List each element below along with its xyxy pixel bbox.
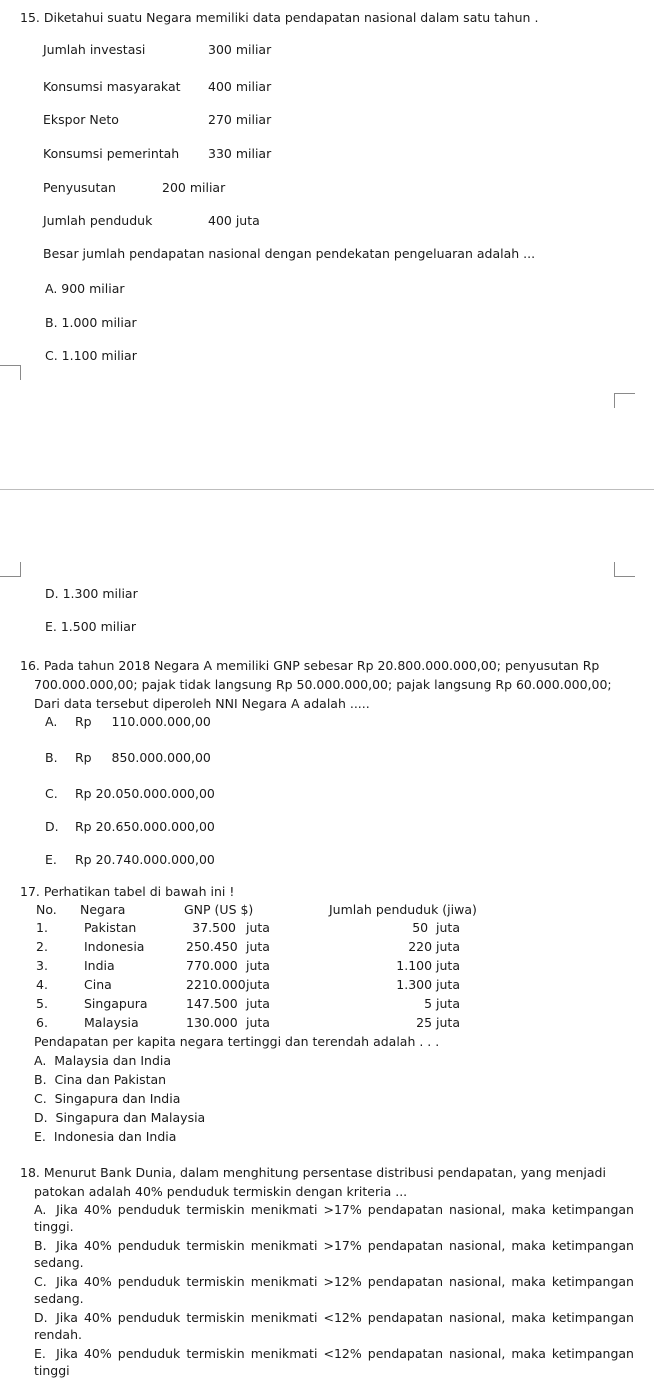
- q17-cell-no: 1.: [36, 920, 48, 935]
- q18-option-text: Jika 40% penduduk termiskin menikmati >12% pendapatan nasional, maka ketimpangan sedang.: [34, 1274, 634, 1306]
- q17-cell-negara: Malaysia: [84, 1015, 139, 1030]
- q16-option-a-value[interactable]: Rp 110.000.000,00: [75, 714, 211, 729]
- q17-cell-gnp: 250.450: [186, 939, 238, 954]
- q17-cell-pop: 1.100 juta: [396, 958, 460, 973]
- q16-option-a-label[interactable]: A.: [45, 714, 58, 729]
- q17-cell-pop: 1.300 juta: [396, 977, 460, 992]
- q16-option-e-value[interactable]: Rp 20.740.000.000,00: [75, 852, 215, 867]
- q15-row-value: 330 miliar: [208, 146, 272, 161]
- q16-option-e-label[interactable]: E.: [45, 852, 57, 867]
- q17-cell-unit: juta: [246, 920, 270, 935]
- q15-row-value: 300 miliar: [208, 42, 272, 57]
- q15-option-a[interactable]: A. 900 miliar: [45, 281, 125, 296]
- q17-option-a[interactable]: A. Malaysia dan India: [34, 1053, 172, 1068]
- q15-row-label: Penyusutan: [43, 180, 116, 195]
- q15-question: Besar jumlah pendapatan nasional dengan pendekatan pengeluaran adalah ...: [43, 246, 536, 261]
- q16-stem-line: 700.000.000,00; pajak tidak langsung Rp 50.000.000,00; pajak langsung Rp 60.000.000,00;: [34, 677, 612, 692]
- q17-cell-gnp: 37.500: [192, 920, 236, 935]
- q17-cell-no: 5.: [36, 996, 48, 1011]
- q18-option-label: B.: [34, 1238, 47, 1253]
- q15-row-value: 400 juta: [208, 213, 260, 228]
- q18-option-text: Jika 40% penduduk termiskin menikmati >17% pendapatan nasional, maka ketimpangan tinggi.: [34, 1202, 634, 1234]
- q16-stem-line: Dari data tersebut diperoleh NNI Negara A adalah .....: [34, 696, 370, 711]
- q18-option-label: E.: [34, 1346, 46, 1361]
- q17-cell-negara: Indonesia: [84, 939, 145, 954]
- q17-cell-unit: juta: [246, 1015, 270, 1030]
- q17-stem: 17. Perhatikan tabel di bawah ini !: [20, 884, 235, 899]
- q17-cell-unit: juta: [246, 996, 270, 1011]
- q17-header-pop: Jumlah penduduk (jiwa): [329, 902, 477, 917]
- q18-option-text: Jika 40% penduduk termiskin menikmati >17% pendapatan nasional, maka ketimpangan sedang.: [34, 1238, 634, 1270]
- q17-cell-no: 3.: [36, 958, 48, 973]
- q18-option-label: D.: [34, 1310, 48, 1325]
- q17-header-gnp: GNP (US $): [184, 902, 254, 917]
- q15-row-label: Konsumsi masyarakat: [43, 79, 181, 94]
- q16-option-c-value[interactable]: Rp 20.050.000.000,00: [75, 786, 215, 801]
- q17-cell-no: 4.: [36, 977, 48, 992]
- q16-option-b-value[interactable]: Rp 850.000.000,00: [75, 750, 211, 765]
- q17-cell-no: 2.: [36, 939, 48, 954]
- q17-cell-negara: Pakistan: [84, 920, 137, 935]
- q18-option-text: Jika 40% penduduk termiskin menikmati <12% pendapatan nasional, maka ketimpangan tinggi: [34, 1346, 634, 1378]
- q17-header-no: No.: [36, 902, 57, 917]
- q17-cell-gnp: 2210.000: [186, 977, 246, 992]
- q16-option-b-label[interactable]: B.: [45, 750, 58, 765]
- q15-row-label: Konsumsi pemerintah: [43, 146, 180, 161]
- q15-row-label: Ekspor Neto: [43, 112, 119, 127]
- q18-option-c[interactable]: [34, 1273, 634, 1307]
- q16-option-d-value[interactable]: Rp 20.650.000.000,00: [75, 819, 215, 834]
- q15-option-c[interactable]: C. 1.100 miliar: [45, 348, 137, 363]
- q16-stem-line: 16. Pada tahun 2018 Negara A memiliki GNP sebesar Rp 20.800.000.000,00; penyusutan Rp: [20, 658, 600, 673]
- q17-cell-unit: juta: [246, 958, 270, 973]
- q17-option-b[interactable]: B. Cina dan Pakistan: [34, 1072, 167, 1087]
- q17-cell-negara: India: [84, 958, 115, 973]
- q17-cell-gnp: 130.000: [186, 1015, 238, 1030]
- q15-row-value: 400 miliar: [208, 79, 272, 94]
- q17-cell-pop: 220 juta: [408, 939, 460, 954]
- q18-stem-line: patokan adalah 40% penduduk termiskin dengan kriteria ...: [34, 1184, 408, 1199]
- page-corner-mark: [0, 365, 21, 380]
- q17-cell-unit: juta: [246, 939, 270, 954]
- q17-option-c[interactable]: C. Singapura dan India: [34, 1091, 181, 1106]
- q17-cell-gnp: 147.500: [186, 996, 238, 1011]
- page-divider: [0, 489, 654, 490]
- q15-stem: 15. Diketahui suatu Negara memiliki data pendapatan nasional dalam satu tahun .: [20, 10, 539, 25]
- q17-cell-unit: juta: [246, 977, 270, 992]
- q15-row-label: Jumlah penduduk: [43, 213, 153, 228]
- q17-cell-pop: 25 juta: [416, 1015, 460, 1030]
- q15-option-b[interactable]: B. 1.000 miliar: [45, 315, 137, 330]
- q15-row-label: Jumlah investasi: [43, 42, 146, 57]
- q17-cell-pop: 5 juta: [424, 996, 460, 1011]
- q17-cell-negara: Cina: [84, 977, 112, 992]
- q17-header-negara: Negara: [80, 902, 126, 917]
- page-corner-mark: [0, 562, 21, 577]
- q16-option-d-label[interactable]: D.: [45, 819, 59, 834]
- q18-option-a[interactable]: [34, 1201, 634, 1235]
- page-corner-mark: [614, 562, 635, 577]
- q15-row-value: 200 miliar: [162, 180, 226, 195]
- q17-option-d[interactable]: D. Singapura dan Malaysia: [34, 1110, 206, 1125]
- q18-option-text: Jika 40% penduduk termiskin menikmati <12% pendapatan nasional, maka ketimpangan rendah.: [34, 1310, 634, 1342]
- q17-cell-pop: 50 juta: [412, 920, 460, 935]
- q16-option-c-label[interactable]: C.: [45, 786, 58, 801]
- q18-option-e[interactable]: [34, 1345, 634, 1379]
- q17-cell-no: 6.: [36, 1015, 48, 1030]
- q18-option-label: A.: [34, 1202, 47, 1217]
- q18-option-b[interactable]: [34, 1237, 634, 1271]
- q18-option-d[interactable]: [34, 1309, 634, 1343]
- q15-option-e[interactable]: E. 1.500 miliar: [45, 619, 136, 634]
- q18-stem-line: 18. Menurut Bank Dunia, dalam menghitung persentase distribusi pendapatan, yang menjadi: [20, 1165, 606, 1180]
- q15-option-d[interactable]: D. 1.300 miliar: [45, 586, 138, 601]
- q17-question: Pendapatan per kapita negara tertinggi dan terendah adalah . . .: [34, 1034, 440, 1049]
- q15-row-value: 270 miliar: [208, 112, 272, 127]
- page-corner-mark: [614, 393, 635, 408]
- q17-cell-negara: Singapura: [84, 996, 148, 1011]
- q17-cell-gnp: 770.000: [186, 958, 238, 973]
- q18-option-label: C.: [34, 1274, 47, 1289]
- q17-option-e[interactable]: E. Indonesia dan India: [34, 1129, 177, 1144]
